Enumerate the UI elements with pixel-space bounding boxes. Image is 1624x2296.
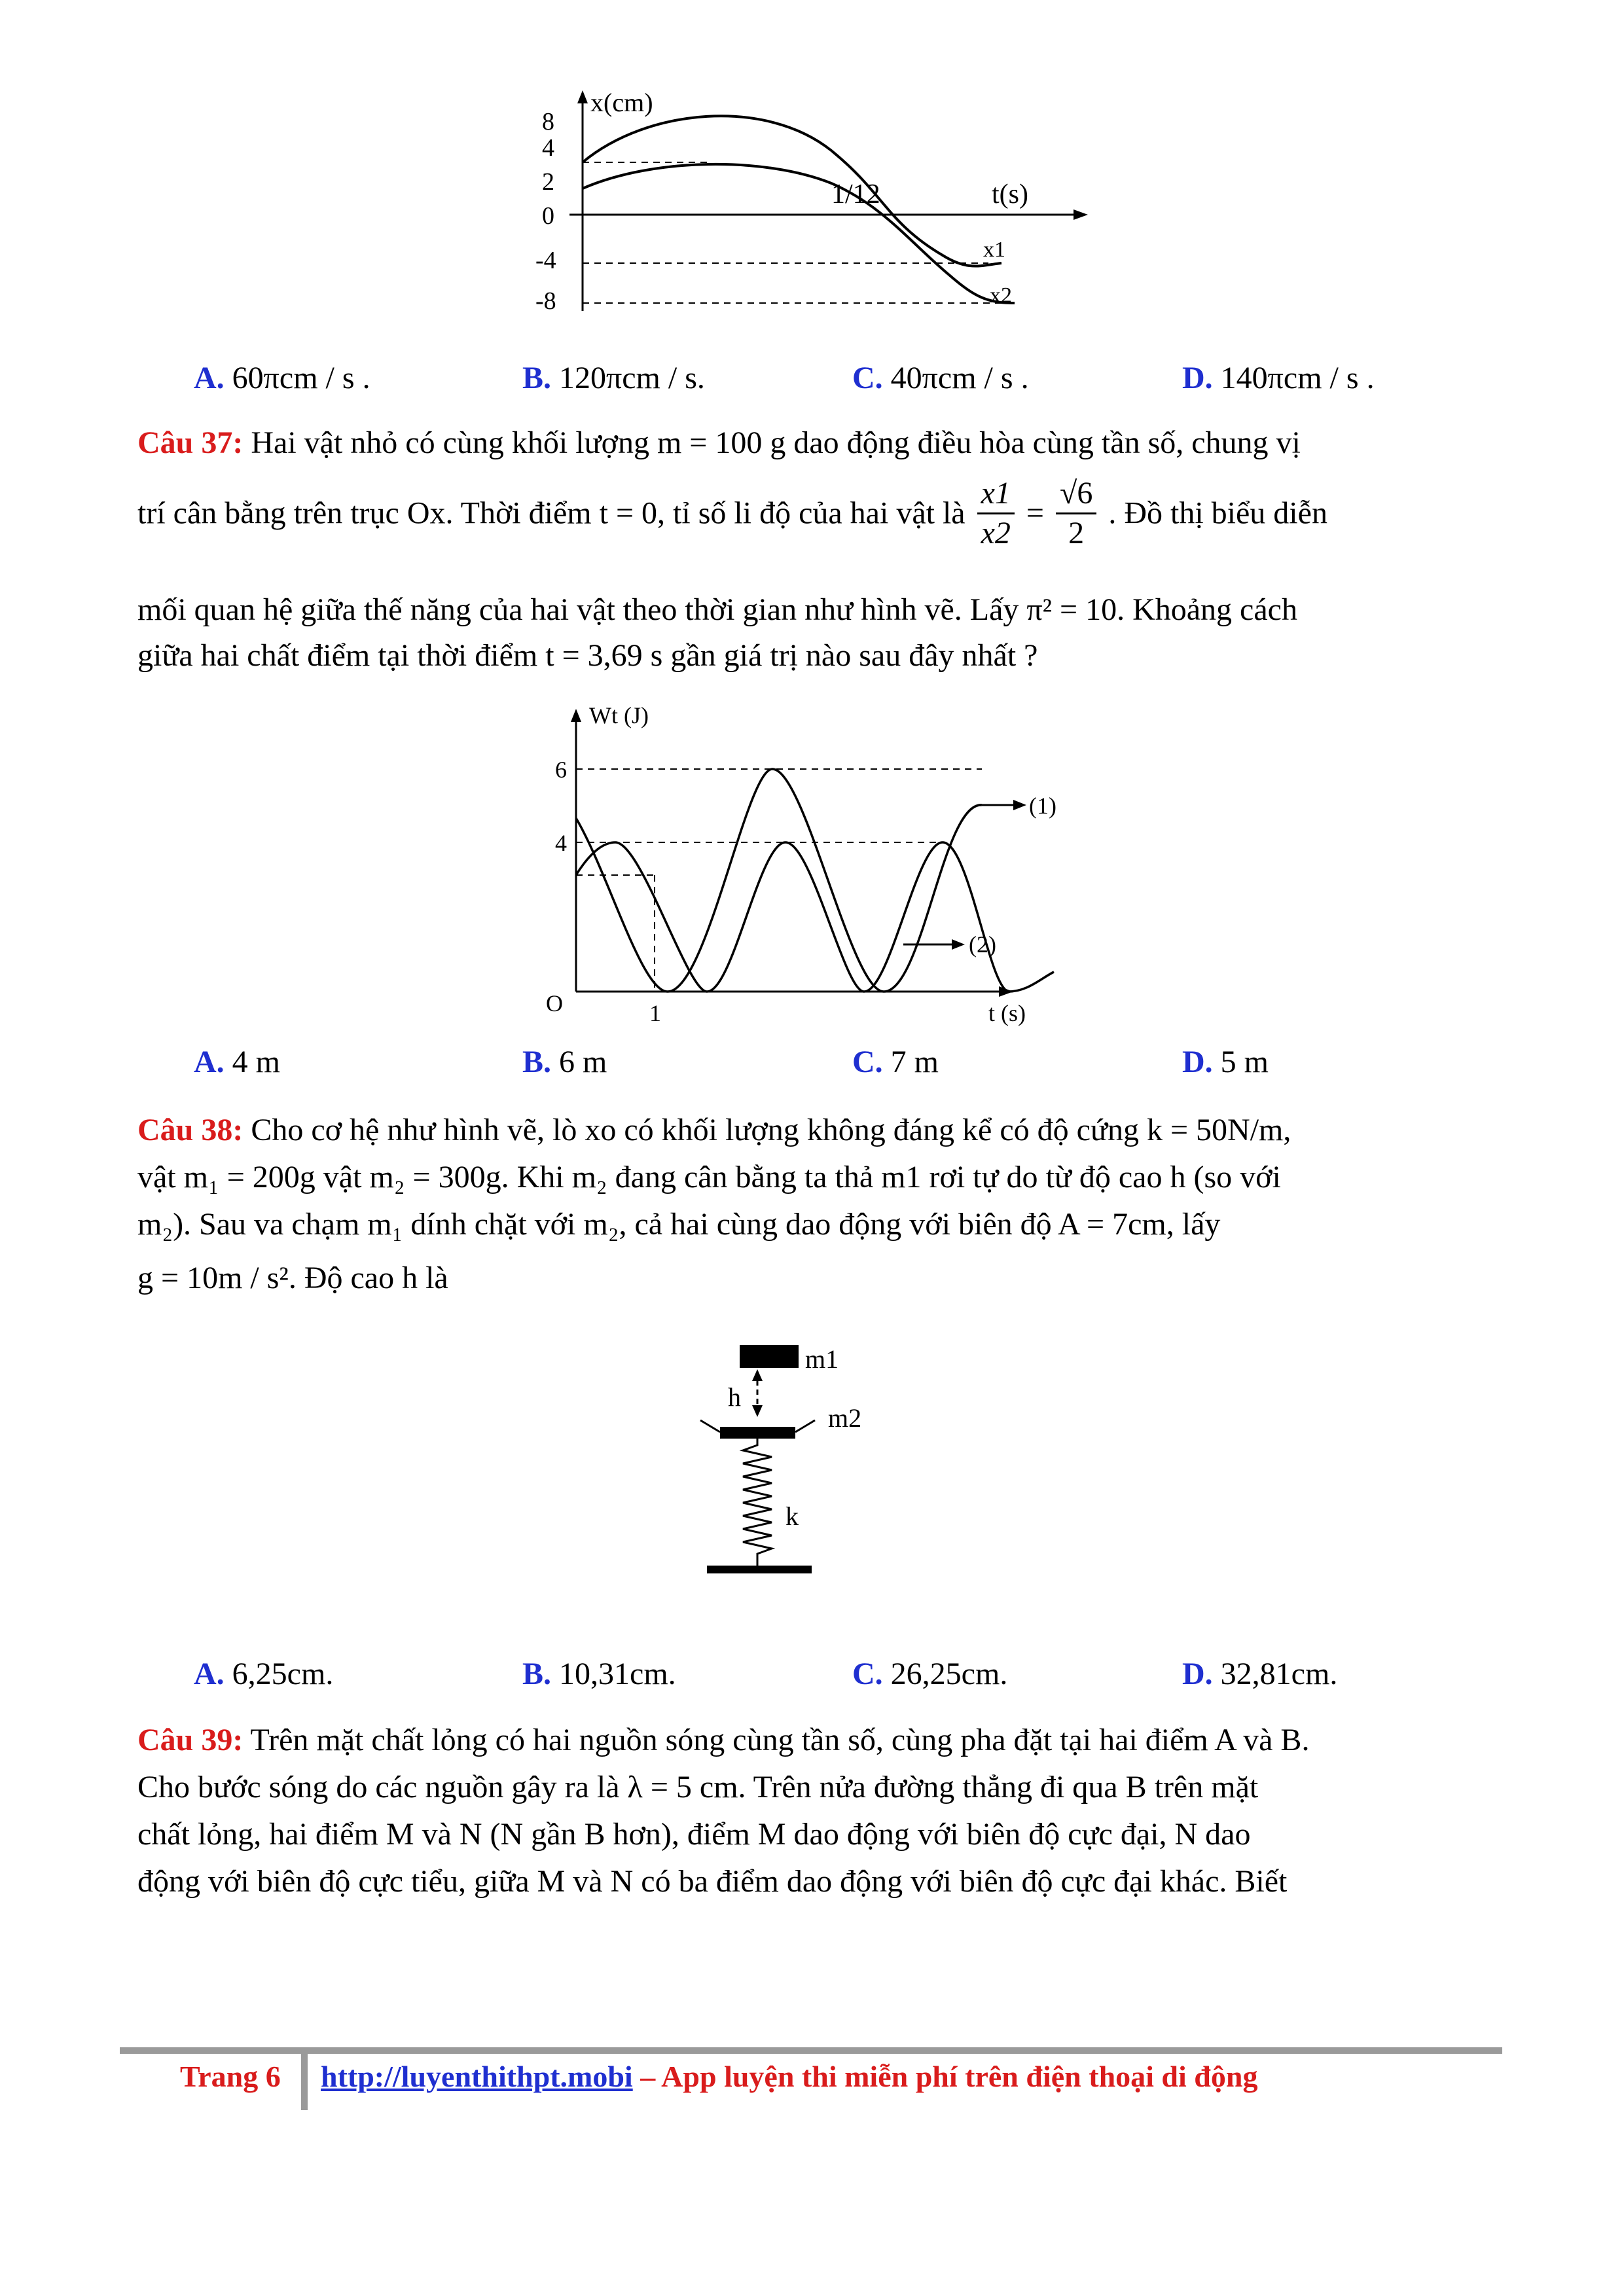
curve-label-x2: x2 <box>990 283 1012 308</box>
question-39-line3: chất lỏng, hai điểm M và N (N gần B hơn), điểm M dao động với biên độ cực đại, N dao <box>137 1817 1251 1852</box>
x-tick-2: 2 <box>542 168 554 196</box>
question-38-line3: m₂). Sau va chạm m₁ dính chặt với m₂, cả hai cùng dao động với biên độ A = 7cm, lấy <box>137 1207 1221 1242</box>
option-text: 26,25cm. <box>890 1657 1008 1691</box>
option-c[interactable]: C. 40πcm / s . <box>852 361 1029 395</box>
curve-label-1: (1) <box>1029 793 1056 819</box>
option-d[interactable]: D. 5 m <box>1182 1045 1269 1079</box>
question-37-line3: mối quan hệ giữa thế năng của hai vật theo thời gian như hình vẽ. Lấy π² = 10. Khoảng cách <box>137 592 1297 627</box>
label-m1: m1 <box>805 1344 839 1374</box>
label-h: h <box>728 1382 741 1412</box>
option-b[interactable]: B. 10,31cm. <box>522 1657 676 1691</box>
y-axis-label: x(cm) <box>590 88 653 117</box>
option-c[interactable]: C. 26,25cm. <box>852 1657 1008 1691</box>
question-39-line4: động với biên độ cực tiểu, giữa M và N có ba điểm dao động với biên độ cực đại khác. Biết <box>137 1864 1288 1899</box>
option-a[interactable]: A. 4 m <box>194 1045 281 1079</box>
figure-potential-energy-graph <box>537 704 1074 1031</box>
question-38-line4: g = 10m / s². Độ cao h là <box>137 1261 448 1295</box>
curve-label-2: (2) <box>969 931 996 958</box>
footer-text <box>321 2059 1257 2094</box>
option-text: 4 m <box>232 1045 281 1079</box>
question-38-line2: vật m₁ = 200g vật m₂ = 300g. Khi m₂ đang cân bằng ta thả m1 rơi tự do từ độ cao h (so với <box>137 1160 1281 1194</box>
option-a[interactable]: A. 6,25cm. <box>194 1657 334 1691</box>
option-text: 5 m <box>1220 1045 1269 1079</box>
question-label: Câu 37: <box>137 425 244 460</box>
x-tick-minus4: -4 <box>535 247 556 274</box>
cross-label: 1/12 <box>831 179 880 209</box>
option-text: 40πcm / s . <box>890 361 1029 395</box>
page-number: Trang 6 <box>180 2060 281 2093</box>
ratio-fraction-left: $\frac{x1}{x2}$ <box>977 475 1015 552</box>
x-axis-label: t(s) <box>992 179 1028 209</box>
footer-divider <box>120 2047 1502 2054</box>
option-b[interactable]: B. 6 m <box>522 1045 607 1079</box>
x-tick-8: 8 <box>542 108 554 135</box>
wt-x-axis-label: t (s) <box>988 1000 1026 1026</box>
option-text: 120πcm / s. <box>559 361 705 395</box>
figure-position-time-graph <box>517 85 1119 321</box>
question-label: Câu 38: <box>137 1113 244 1147</box>
question-37-line4: giữa hai chất điểm tại thời điểm t = 3,69 s gần giá trị nào sau đây nhất ? <box>137 638 1038 673</box>
x-tick-minus8: -8 <box>535 287 556 315</box>
option-b[interactable]: B. 120πcm / s. <box>522 361 705 395</box>
footer-link[interactable]: http://luyenthithpt.mobi <box>321 2060 633 2093</box>
option-text: 140πcm / s . <box>1220 361 1375 395</box>
option-text: 6,25cm. <box>232 1657 334 1691</box>
option-text: 7 m <box>890 1045 939 1079</box>
footer-separator <box>301 2054 308 2110</box>
question-39-line1: Câu 39: Trên mặt chất lỏng có hai nguồn sóng cùng tần số, cùng pha đặt tại hai điểm A và B. <box>137 1723 1310 1757</box>
question-label: Câu 39: <box>137 1723 244 1757</box>
ratio-fraction-right: $\frac{√6}{2}$ <box>1056 475 1096 552</box>
question-37-line2: trí cân bằng trên trục Ox. Thời điểm t = 0, tỉ số li độ của hai vật là $\frac{x1}{x2}$ = $\frac{√6}{2}$ . Đồ thị biểu diễn <box>137 475 1479 573</box>
option-text: 32,81cm. <box>1220 1657 1338 1691</box>
wt-tick-4: 4 <box>555 830 567 856</box>
wt-y-axis-label: Wt (J) <box>589 704 649 728</box>
option-a[interactable]: A. 60πcm / s . <box>194 361 370 395</box>
footer-tagline: – App luyện thi miễn phí trên điện thoại di động <box>632 2060 1258 2093</box>
question-39-line2: Cho bước sóng do các nguồn gây ra là λ = 5 cm. Trên nửa đường thẳng đi qua B trên mặt <box>137 1770 1259 1804</box>
x-tick-4: 4 <box>542 134 554 162</box>
question-38-line1: Câu 38: Cho cơ hệ như hình vẽ, lò xo có khối lượng không đáng kể có độ cứng k = 50N/m, <box>137 1113 1291 1147</box>
option-text: 60πcm / s . <box>232 361 370 395</box>
wt-origin: O <box>546 990 563 1016</box>
option-d[interactable]: D. 140πcm / s . <box>1182 361 1375 395</box>
figure-spring-system <box>681 1335 903 1597</box>
wt-tick-6: 6 <box>555 757 567 783</box>
option-d[interactable]: D. 32,81cm. <box>1182 1657 1338 1691</box>
curve-label-x1: x1 <box>983 238 1005 262</box>
x-tick-0: 0 <box>542 202 554 230</box>
question-37-line1: Câu 37: Hai vật nhỏ có cùng khối lượng m = 100 g dao động điều hòa cùng tần số, chung vị <box>137 425 1301 460</box>
option-text: 6 m <box>559 1045 607 1079</box>
wt-x-tick-1: 1 <box>649 1000 661 1026</box>
option-text: 10,31cm. <box>559 1657 676 1691</box>
label-k: k <box>785 1501 799 1531</box>
option-c[interactable]: C. 7 m <box>852 1045 939 1079</box>
label-m2: m2 <box>828 1403 862 1433</box>
